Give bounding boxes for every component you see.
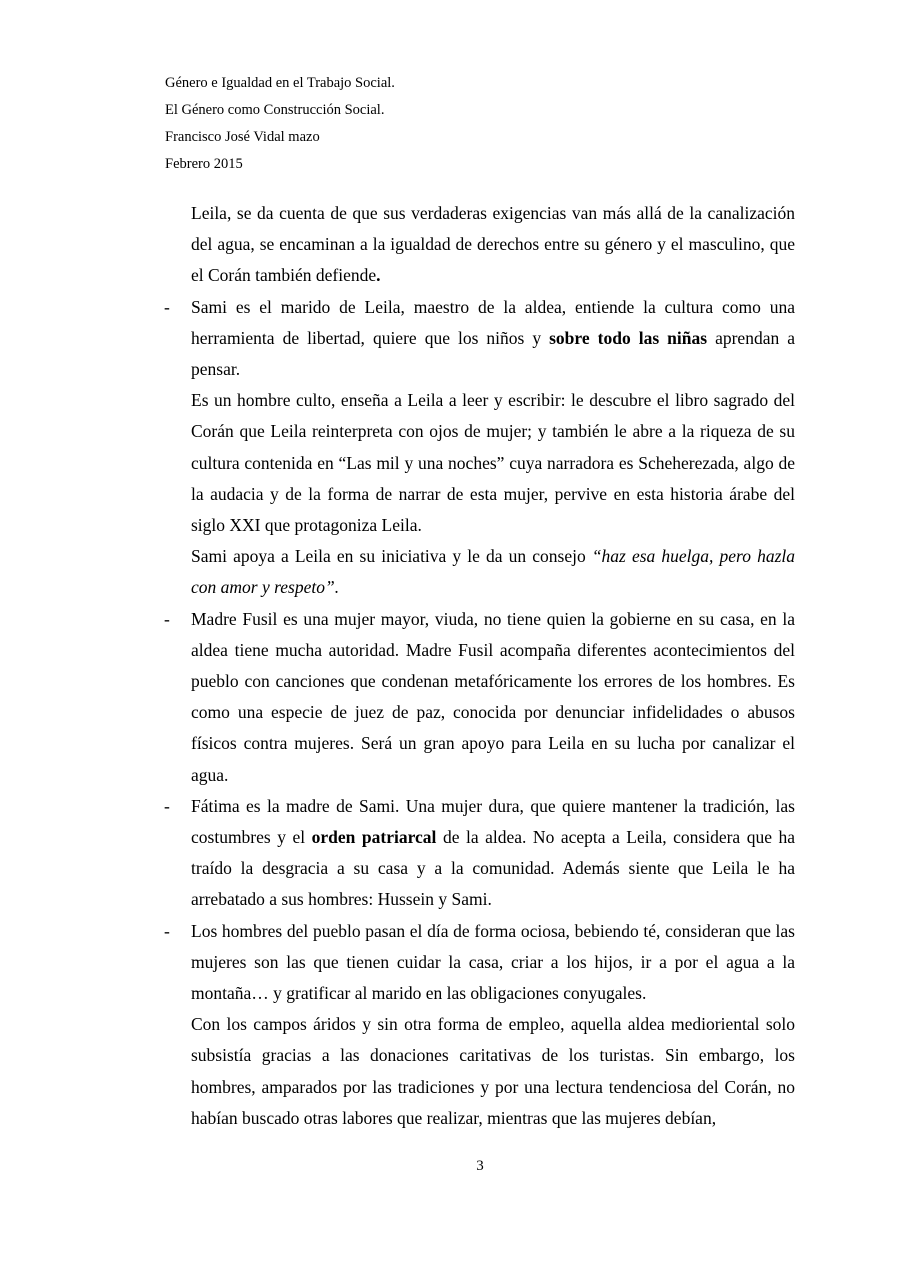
- paragraph-text: Sami es el marido de Leila, maestro de la aldea, entiende la cultura como una herramienta de libertad, quiere que los niños y: [191, 296, 795, 348]
- italic-quote: “haz esa huelga, pero hazla con amor y respeto”.: [191, 546, 795, 598]
- paragraph-text: Leila, se da cuenta de que sus verdaderas exigencias van más allá de la canalización del agua, se encaminan a la igualdad de derechos entre su género y el masculino, que el Corán también defiende: [191, 203, 795, 286]
- paragraph-sami-advice: [191, 541, 795, 603]
- bullet-item-madre-fusil: [164, 604, 795, 791]
- bullet-dash: -: [164, 795, 170, 816]
- page-header: [165, 70, 765, 178]
- bold-text: .: [376, 265, 381, 286]
- document-body: [0, 198, 906, 1134]
- page-number: 3: [476, 1158, 484, 1174]
- paragraph-leila-continuation: [191, 198, 795, 292]
- header-date: Febrero 2015: [165, 156, 243, 172]
- paragraph-text: Los hombres del pueblo pasan el día de forma ociosa, bebiendo té, consideran que las mujeres son las que tienen cuidar la casa, criar a los hijos, ir a por el agua a la montaña… y gratificar al marido en las obligaciones conyugales.: [191, 920, 795, 1004]
- bullet-dash: -: [164, 296, 170, 317]
- bullet-item-fatima: [164, 791, 796, 916]
- bold-text: orden patriarcal: [311, 827, 437, 848]
- bullet-item-hombres: [164, 916, 795, 1010]
- bullet-dash: -: [164, 920, 170, 941]
- bullet-dash: -: [164, 608, 170, 629]
- paragraph-text: Es un hombre culto, enseña a Leila a leer y escribir: le descubre el libro sagrado del Corán que Leila reinterpreta con ojos de mujer; y también le abre a la riqueza de su cultura contenida en “Las mil y una noches” cuya narradora es Scheherezada, algo de la audacia y de la forma de narrar de esta mujer, pervive en esta historia árabe del siglo XXI que protagoniza Leila.: [191, 390, 795, 536]
- paragraph-text: Madre Fusil es una mujer mayor, viuda, no tiene quien la gobierne en su casa, en la aldea tiene mucha autoridad. Madre Fusil acompaña diferentes acontecimientos del pueblo con canciones que condenan metafóricamente los errores de los hombres. Es como una especie de juez de paz, conocida por denunciar infidelidades o abusos físicos contra mujeres. Será un gran apoyo para Leila en su lucha por canalizar el agua.: [191, 608, 795, 785]
- paragraph-text: Con los campos áridos y sin otra forma de empleo, aquella aldea medioriental solo subsistía gracias a las donaciones caritativas de los turistas. Sin embargo, los hombres, amparados por las tradiciones y por una lectura tendenciosa del Corán, no habían buscado otras labores que realizar, mientras que las mujeres debían,: [191, 1014, 795, 1128]
- header-topic-title: El Género como Construcción Social.: [165, 102, 385, 118]
- header-author: Francisco José Vidal mazo: [165, 129, 320, 145]
- paragraph-text: aprendan a pensar.: [191, 327, 795, 380]
- paragraph-text: Sami apoya a Leila en su iniciativa y le da un consejo: [191, 546, 592, 567]
- paragraph-aldea: [191, 1009, 795, 1134]
- paragraph-text: Fátima es la madre de Sami. Una mujer dura, que quiere mantener la tradición, las costumbres y el: [191, 795, 795, 848]
- bold-text: sobre todo las niñas: [549, 327, 708, 348]
- bullet-item-sami: [164, 292, 795, 386]
- paragraph-sami-culture: [191, 385, 795, 541]
- header-course-title: Género e Igualdad en el Trabajo Social.: [165, 75, 395, 91]
- paragraph-text: de la aldea. No acepta a Leila, considera que ha traído la desgracia a su casa y a la comunidad. Además siente que Leila le ha arrebatado a sus hombres: Hussein y Sami.: [191, 827, 796, 910]
